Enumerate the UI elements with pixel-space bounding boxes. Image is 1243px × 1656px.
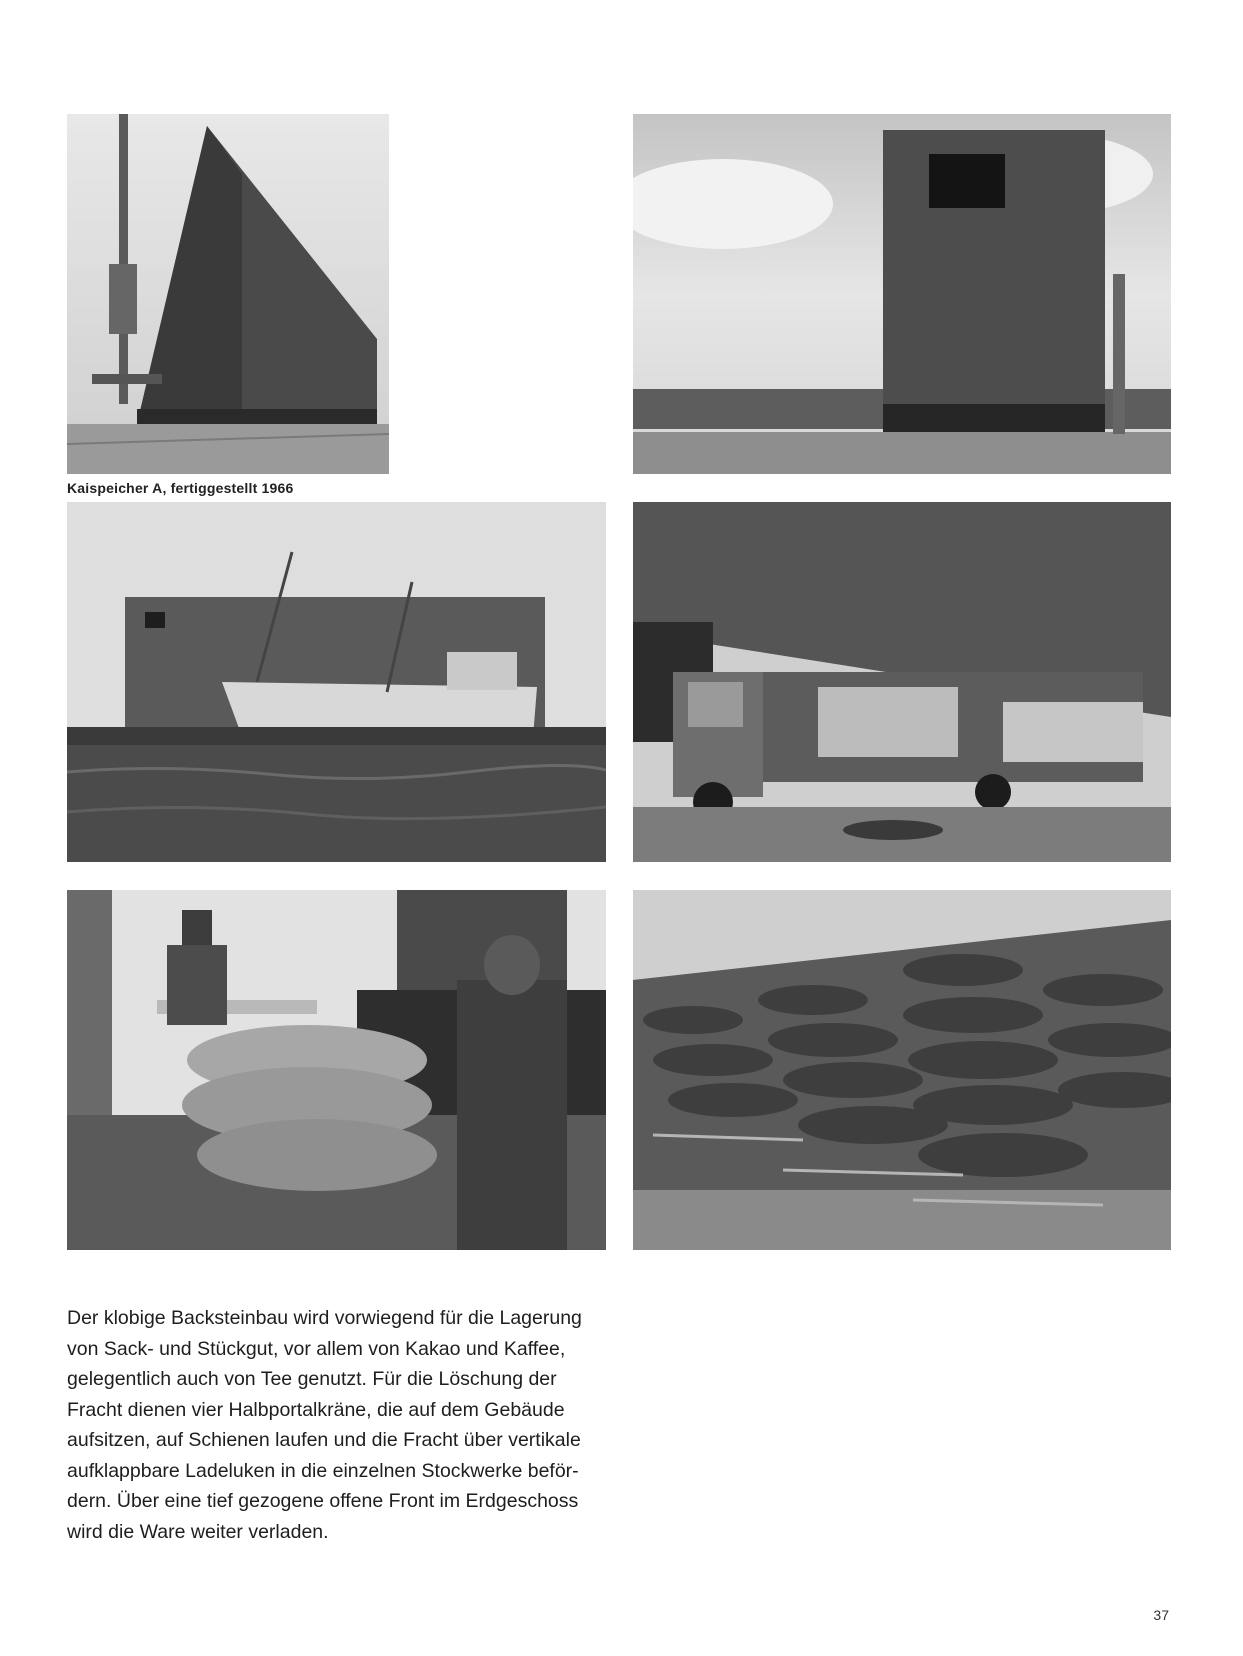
body-line: gelegentlich auch von Tee genutzt. Für die Löschung der (67, 1368, 557, 1390)
body-paragraph (67, 1303, 627, 1547)
photo-stacked-pallets (633, 890, 1171, 1250)
body-line: dern. Über eine tief gezogene offene Front im Erdgeschoss (67, 1490, 579, 1512)
body-line: von Sack- und Stückgut, vor allem von Kakao und Kaffee, (67, 1337, 566, 1360)
photo-workers-sacks (67, 890, 606, 1250)
body-line: Fracht dienen vier Halbportalkräne, die auf dem Gebäude (67, 1398, 565, 1421)
photo-ship-harbour (67, 502, 606, 862)
body-line: aufklappbare Ladeluken in die einzelnen Stockwerke beför- (67, 1459, 579, 1482)
photo-truck-loading (633, 502, 1171, 862)
photo-kaispeicher-facade (633, 114, 1171, 474)
photo-kaispeicher-wedge (67, 114, 389, 474)
body-line: wird die Ware weiter verladen. (67, 1520, 329, 1543)
body-line: Der klobige Backsteinbau wird vorwiegend für die Lagerung (67, 1307, 582, 1329)
photo-caption: Kaispeicher A, fertiggestellt 1966 (67, 480, 294, 496)
page-number: 37 (1153, 1607, 1169, 1623)
body-line: aufsitzen, auf Schienen laufen und die Fracht über vertikale (67, 1429, 581, 1451)
